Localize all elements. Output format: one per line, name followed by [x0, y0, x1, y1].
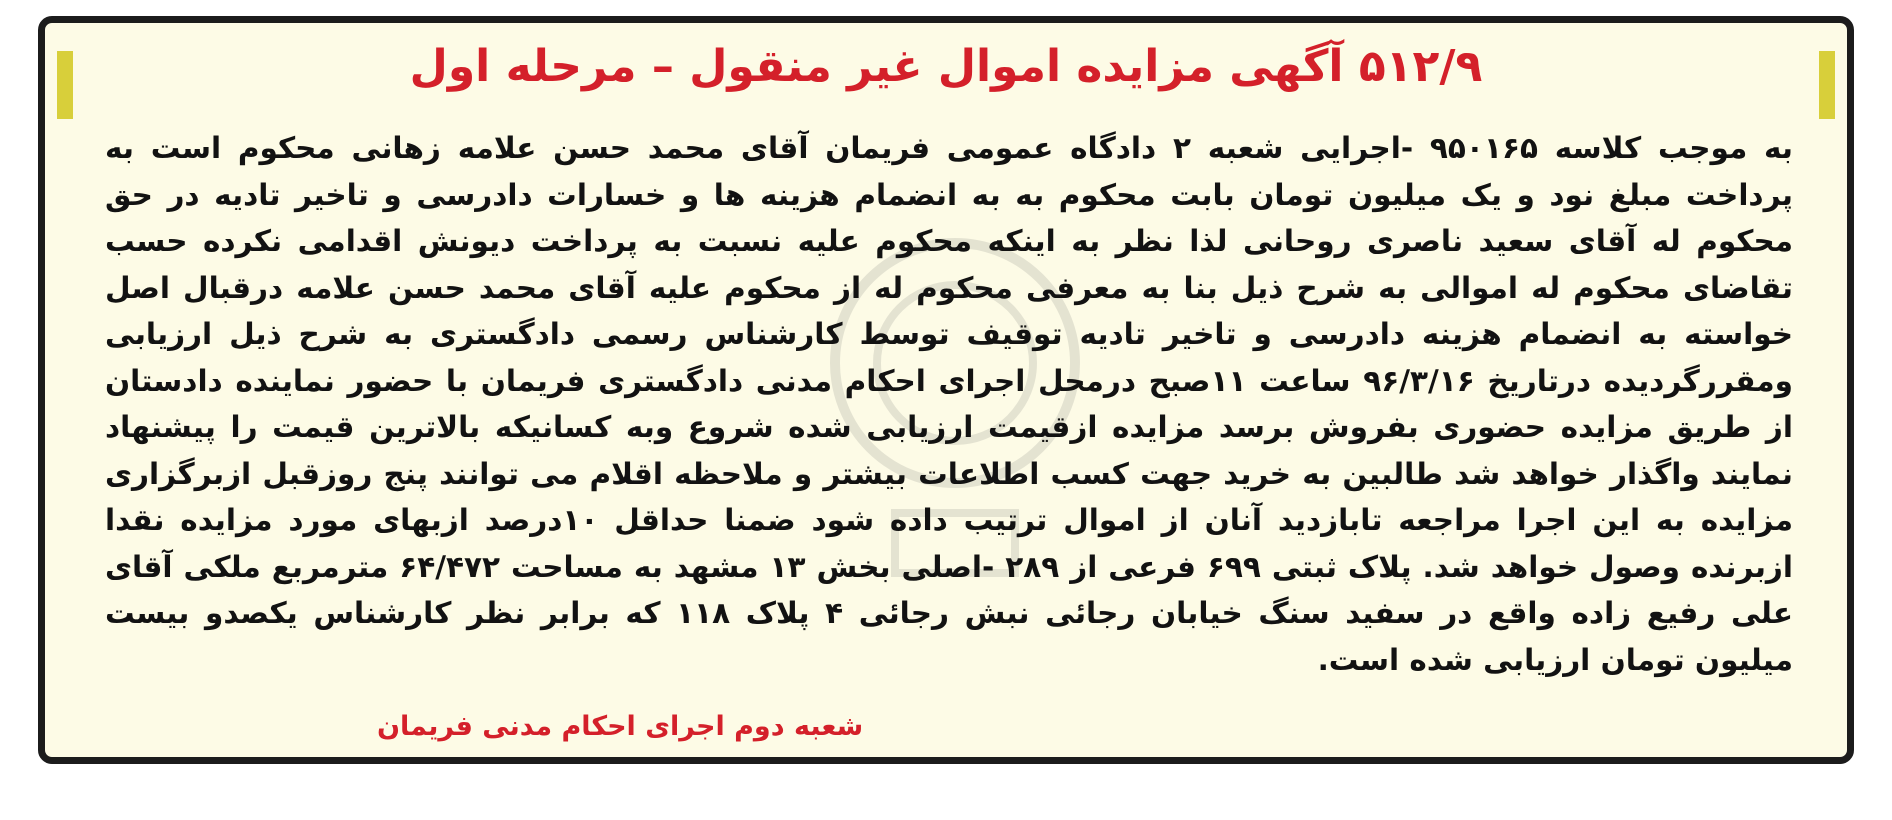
notice-body-text: به موجب کلاسه ۹۵۰۱۶۵ -اجرایی شعبه ۲ دادگاه عمومی فریمان آقای محمد حسن علامه زهانی محکوم است به پرداخت مبلغ نود و یک میلیون تومان بابت محکوم به به انضمام هزینه ها و خسارات دادرسی و تاخیر تادیه در حق محکوم له آقای سعید ناصری روحانی لذا نظر به اینکه محکوم علیه نسبت به پرداخت دیونش اقدامی نکرده حسب تقاضای محکوم له اموالی به شرح ذیل بنا به معرفی محکوم له از محکوم علیه آقای محمد حسن علامه درقبال اصل خواسته به انضمام هزینه دادرسی و تاخیر تادیه توقیف توسط کارشناس رسمی دادگستری به شرح ذیل ارزیابی ومقررگردیده درتاریخ ۹۶/۳/۱۶ ساعت ۱۱صبح درمحل اجرای احکام مدنی دادگستری فریمان با حضور نماینده دادستان از طریق مزایده حضوری بفروش برسد مزایده ازقیمت ارزیابی شده شروع وبه کسانیکه بالاترین قیمت را پیشنهاد نمایند واگذار خواهد شد طالبین به خرید جهت کسب اطلاعات بیشتر و ملاحظه اقلام می توانند پنج روزقبل ازبرگزاری مزایده به این اجرا مراجعه تابازدید آنان از اموال ترتیب داده شود ضمنا حداقل ۱۰درصد ازبهای مورد مزایده نقدا ازبرنده وصول خواهد شد. پلاک ثبتی ۶۹۹ فرعی از ۲۸۹ -اصلی بخش ۱۳ مشهد به مساحت ۶۴/۴۷۲ مترمربع ملکی آقای علی رفیع زاده واقع در سفید سنگ خیابان رجائی نبش رجائی ۴ پلاک ۱۱۸ که برابر نظر کارشناس یکصدو بیست میلیون تومان ارزیابی شده است.: [105, 131, 1793, 677]
notice-signature: شعبه دوم اجرای احکام مدنی فریمان: [377, 711, 864, 742]
notice-title: ۵۱۲/۹ آگهی مزایده اموال غیر منقول – مرحله اول: [409, 41, 1483, 92]
auction-notice-frame: [38, 16, 1854, 764]
